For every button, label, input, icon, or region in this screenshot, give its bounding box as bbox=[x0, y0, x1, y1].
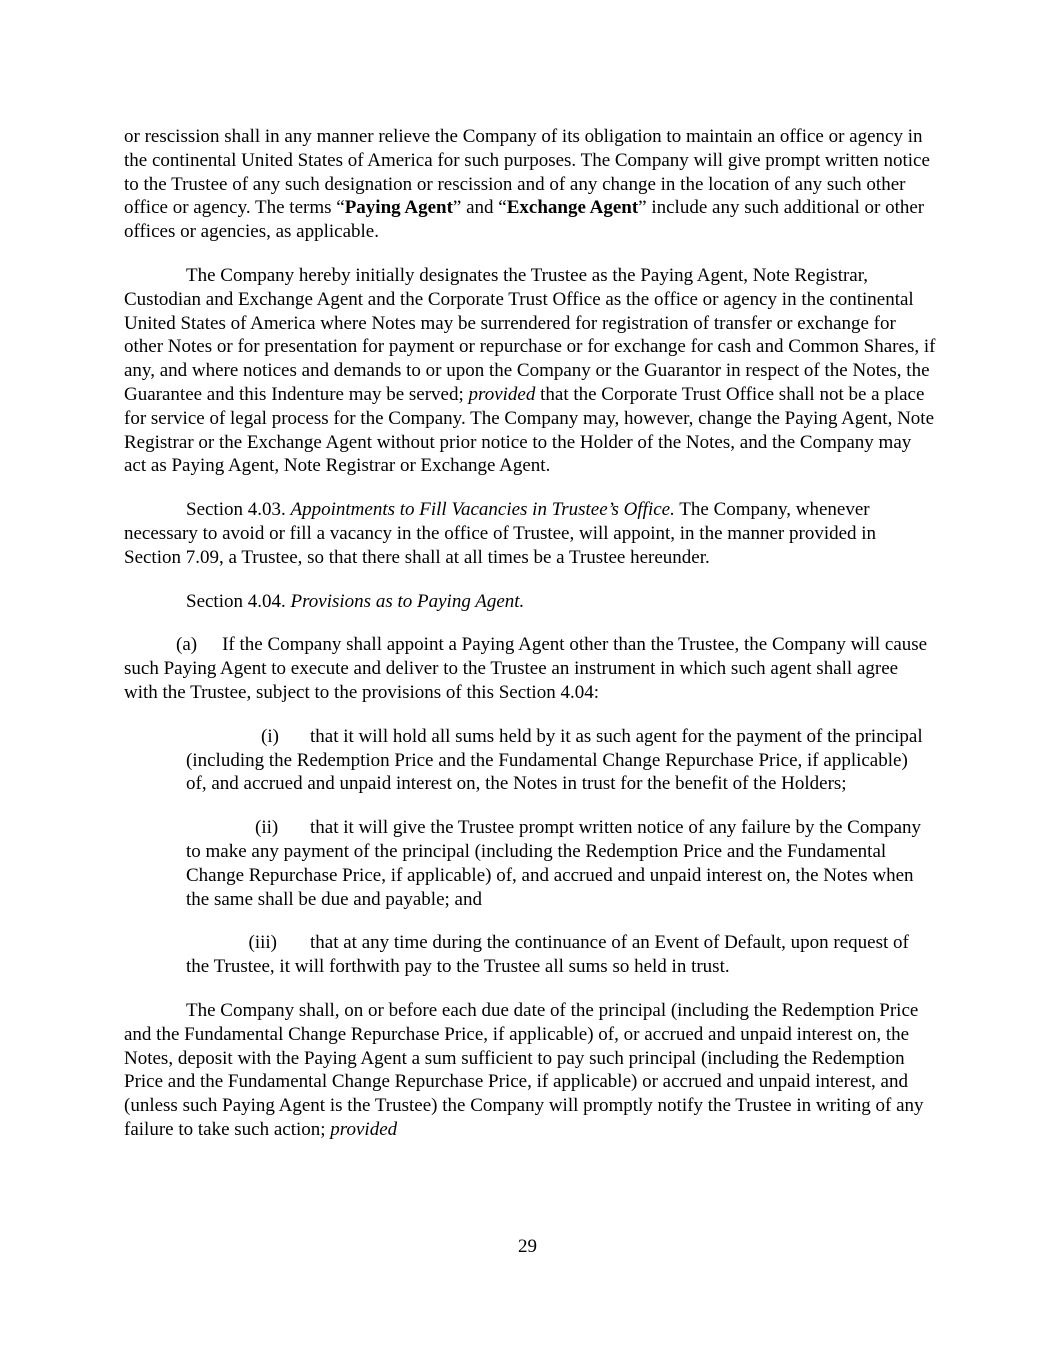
paragraph-initial-designation bbox=[124, 264, 936, 478]
section-heading: Appointments to Fill Vacancies in Trustee’s Office. bbox=[290, 499, 675, 521]
section-number: Section 4.04. bbox=[186, 590, 286, 612]
text-run: ” and “ bbox=[452, 197, 507, 219]
paragraph-section-4-04 bbox=[124, 590, 936, 614]
italic-provided: provided bbox=[468, 383, 536, 405]
text-run: If the Company shall appoint a Paying Agent other than the Trustee, the Company will cause such Paying Agent to execute and deliver to the Trustee an instrument in which such agent shall agree with the Trustee, subject to the provisions of this Section 4.04: bbox=[124, 634, 928, 703]
item-label: (iii) bbox=[248, 932, 277, 954]
text-run: that at any time during the continuance of an Event of Default, upon request of the Trustee, it will forthwith pay to the Trustee all sums so held in trust. bbox=[186, 932, 909, 978]
document-page bbox=[124, 125, 936, 1162]
paragraph-deposit-obligation bbox=[124, 999, 936, 1142]
text-run: or rescission shall in any manner relieve the Company of its obligation to maintain an office or agency in the continental United States of America for such purposes. The Company will give prompt written notice to the Trustee of any such designation or rescission and of any change in the location of any such other office or agency. The terms “ bbox=[124, 126, 930, 219]
paragraph-office-rescission bbox=[124, 125, 936, 244]
defined-term-exchange-agent: Exchange Agent bbox=[506, 197, 639, 219]
item-label: (a) bbox=[176, 634, 198, 656]
paragraph-subitem-iii bbox=[186, 931, 931, 979]
section-number: Section 4.03. bbox=[186, 499, 286, 521]
text-run: The Company shall, on or before each due date of the principal (including the Redemption Price and the Fundamental Change Repurchase Price, if applicable) of, or accrued and unpaid interest on, the Notes, deposit with the Paying Agent a sum sufficient to pay such principal (including the Redemption Price and the Fundamental Change Repurchase Price, if applicable) or accrued and unpaid interest, and (unless such Paying Agent is the Trustee) the Company will promptly notify the Trustee in writing of any failure to take such action; bbox=[124, 999, 924, 1140]
text-run: The Company, whenever necessary to avoid or fill a vacancy in the office of Trustee, will appoint, in the manner provided in Section 7.09, a Trustee, so that there shall at all times be a Trustee hereunder. bbox=[124, 499, 877, 568]
text-run: that it will give the Trustee prompt written notice of any failure by the Company to make any payment of the principal (including the Redemption Price and the Fundamental Change Repurchase Price, if applicable) of, and accrued and unpaid interest on, the Notes when the same shall be due and payable; and bbox=[186, 817, 922, 910]
text-run: The Company hereby initially designates the Trustee as the Paying Agent, Note Registrar, Custodian and Exchange Agent and the Corporate Trust Office as the office or agency in the continental United States of America where Notes may be surrendered for registration of transfer or exchange for other Notes or for presentation for payment or repurchase or for exchange for cash and Common Shares, if any, and where notices and demands to or upon the Company or the Guarantor in respect of the Notes, the Guarantee and this Indenture may be served; bbox=[124, 264, 936, 405]
italic-provided: provided bbox=[330, 1118, 398, 1140]
text-run: ” include any such additional or other offices or agencies, as applicable. bbox=[124, 197, 925, 243]
paragraph-section-4-03 bbox=[124, 498, 936, 569]
item-label: (ii) bbox=[255, 817, 279, 839]
item-label: (i) bbox=[261, 725, 279, 747]
paragraph-subitem-i bbox=[186, 725, 931, 796]
paragraph-item-a bbox=[124, 633, 936, 704]
section-heading: Provisions as to Paying Agent. bbox=[290, 590, 525, 612]
text-run: that it will hold all sums held by it as such agent for the payment of the principal (including the Redemption Price and the Fundamental Change Repurchase Price, if applicable) of, and accrued and unpaid interest on, the Notes in trust for the benefit of the Holders; bbox=[186, 725, 923, 795]
defined-term-paying-agent: Paying Agent bbox=[344, 197, 453, 219]
text-run: that the Corporate Trust Office shall not be a place for service of legal process for the Company. The Company may, however, change the Paying Agent, Note Registrar or the Exchange Agent without prior notice to the Holder of the Notes, and the Company may act as Paying Agent, Note Registrar or Exchange Agent. bbox=[124, 383, 935, 477]
page-number: 29 bbox=[518, 1236, 537, 1257]
paragraph-subitem-ii bbox=[186, 816, 931, 911]
